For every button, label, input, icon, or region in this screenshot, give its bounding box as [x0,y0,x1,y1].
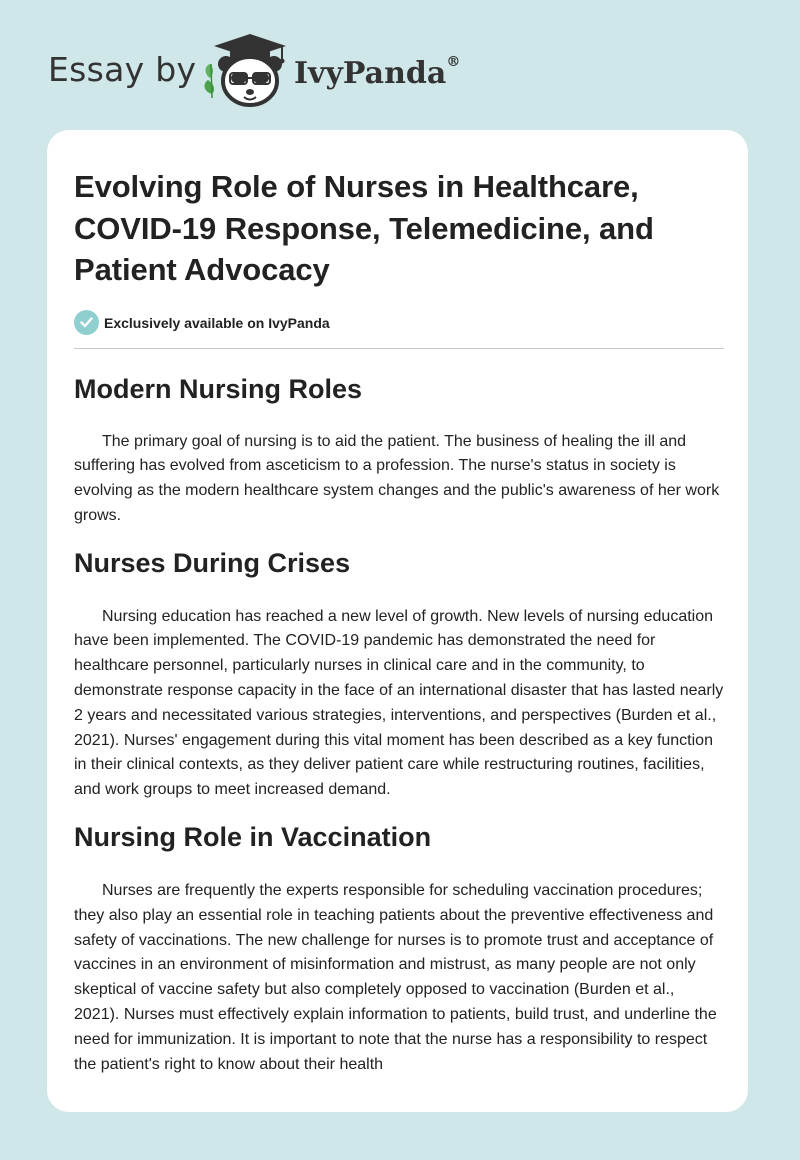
registered-mark: ® [446,54,461,70]
essay-card [47,130,748,1112]
ivy-leaf-icon [205,64,215,98]
panda-graduate-logo-icon[interactable] [200,34,296,108]
section-heading-modern-nursing-roles: Modern Nursing Roles [74,373,363,404]
brand-name[interactable] [294,56,460,91]
exclusive-label: Exclusively available on IvyPanda [104,314,330,331]
site-header [0,0,800,120]
brand-text: IvyPanda [294,56,447,91]
divider [74,348,724,349]
exclusive-badge [74,310,724,336]
essay-content [74,166,724,1077]
essay-title: Evolving Role of Nurses in Healthcare, COVID-19 Response, Telemedicine, and Patient Advocacy [74,169,654,287]
section-body-nurses-during-crises: Nursing education has reached a new level of growth. New levels of nursing education have been implemented. The COVID-19 pandemic has demonstrated the need for healthcare personnel, particularly nurses in clinical care and in the community, to demonstrate response capacity in the face of an international disaster that has lasted nearly 2 years and necessitated various strategies, interventions, and perspectives (Burden et al., 2021). Nurses' engagement during this vital moment has been described as a key function in their clinical contexts, as they deliver patient care while restructuring routines, facilities, and work groups to meet increased demand. [74,607,724,799]
section-heading-nursing-role-vaccination: Nursing Role in Vaccination [74,822,432,853]
section-heading-nurses-during-crises: Nurses During Crises [74,547,351,578]
section-body-modern-nursing-roles: The primary goal of nursing is to aid the patient. The business of healing the ill and suffering has evolved from asceticism to a profession. The nurse's status in society is evolving as the modern healthcare system changes and the public's awareness of her work grows. [74,432,720,524]
essay-by-label: Essay by [48,50,197,89]
check-circle-icon [74,310,99,335]
section-body-nursing-role-vaccination: Nurses are frequently the experts responsible for scheduling vaccination procedures; they also play an essential role in teaching patients about the preventive effectiveness and safety of vaccinations. The new challenge for nurses is to promote trust and acceptance of vaccines in an environment of misinformation and mistrust, as many people are not only skeptical of vaccine safety but also completely opposed to vaccination (Burden et al., 2021). Nurses must effectively explain information to patients, build trust, and underline the need for immunization. It is important to note that the nurse has a responsibility to respect the patient's right to know about their health [74,882,717,1073]
